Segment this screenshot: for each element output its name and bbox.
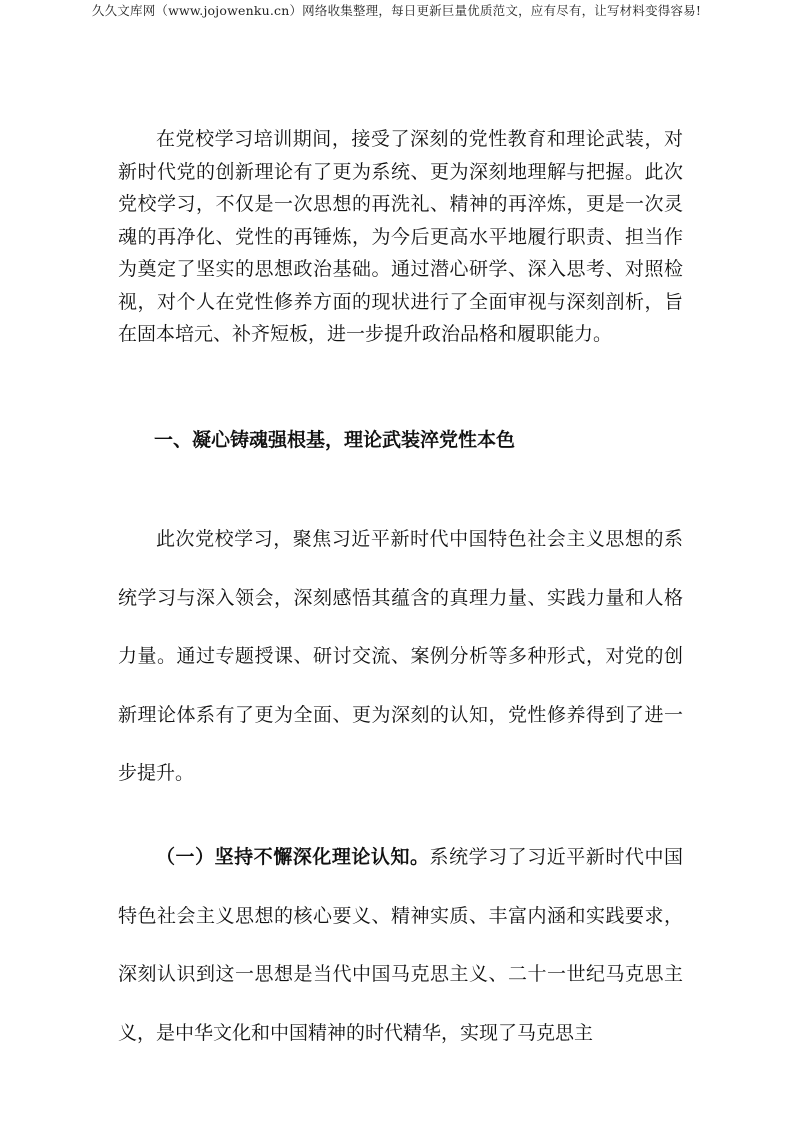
- section-paragraph: 此次党校学习，聚焦习近平新时代中国特色社会主义思想的系统学习与深入领会，深刻感悟其蕴含的真理力量、实践力量和人格力量。通过专题授课、研讨交流、案例分析等多种形式，对党的创新理论体系有了更为全面、更为深刻的认知，党性修养得到了进一步提升。: [118, 528, 683, 784]
- subsection-lead: （一）坚持不懈深化理论认知。: [156, 846, 430, 868]
- header-watermark-text: 久久文库网（www.jojowenku.cn）网络收集整理，每日更新巨量优质范文，应有尽有，让写材料变得容易!: [91, 3, 702, 18]
- subsection-paragraph: [118, 828, 683, 1062]
- subsection-text: 系统学习了习近平新时代中国特色社会主义思想的核心要义、精神实质、丰富内涵和实践要求，深刻认识到这一思想是当代中国马克思主义、二十一世纪马克思主义，是中华文化和中国精神的时代精华，实现了马克思主: [118, 846, 683, 1044]
- section-heading: 一、凝心铸魂强根基，理论武装淬党性本色: [154, 429, 516, 451]
- intro-paragraph: 在党校学习培训期间，接受了深刻的党性教育和理论武装，对新时代党的创新理论有了更为系统、更为深刻地理解与把握。此次党校学习，不仅是一次思想的再洗礼、精神的再淬炼，更是一次灵魂的再净化、党性的再锤炼，为今后更高水平地履行职责、担当作为奠定了坚实的思想政治基础。通过潜心研学、深入思考、对照检视，对个人在党性修养方面的现状进行了全面审视与深刻剖析，旨在固本培元、补齐短板，进一步提升政治品格和履职能力。: [118, 128, 683, 345]
